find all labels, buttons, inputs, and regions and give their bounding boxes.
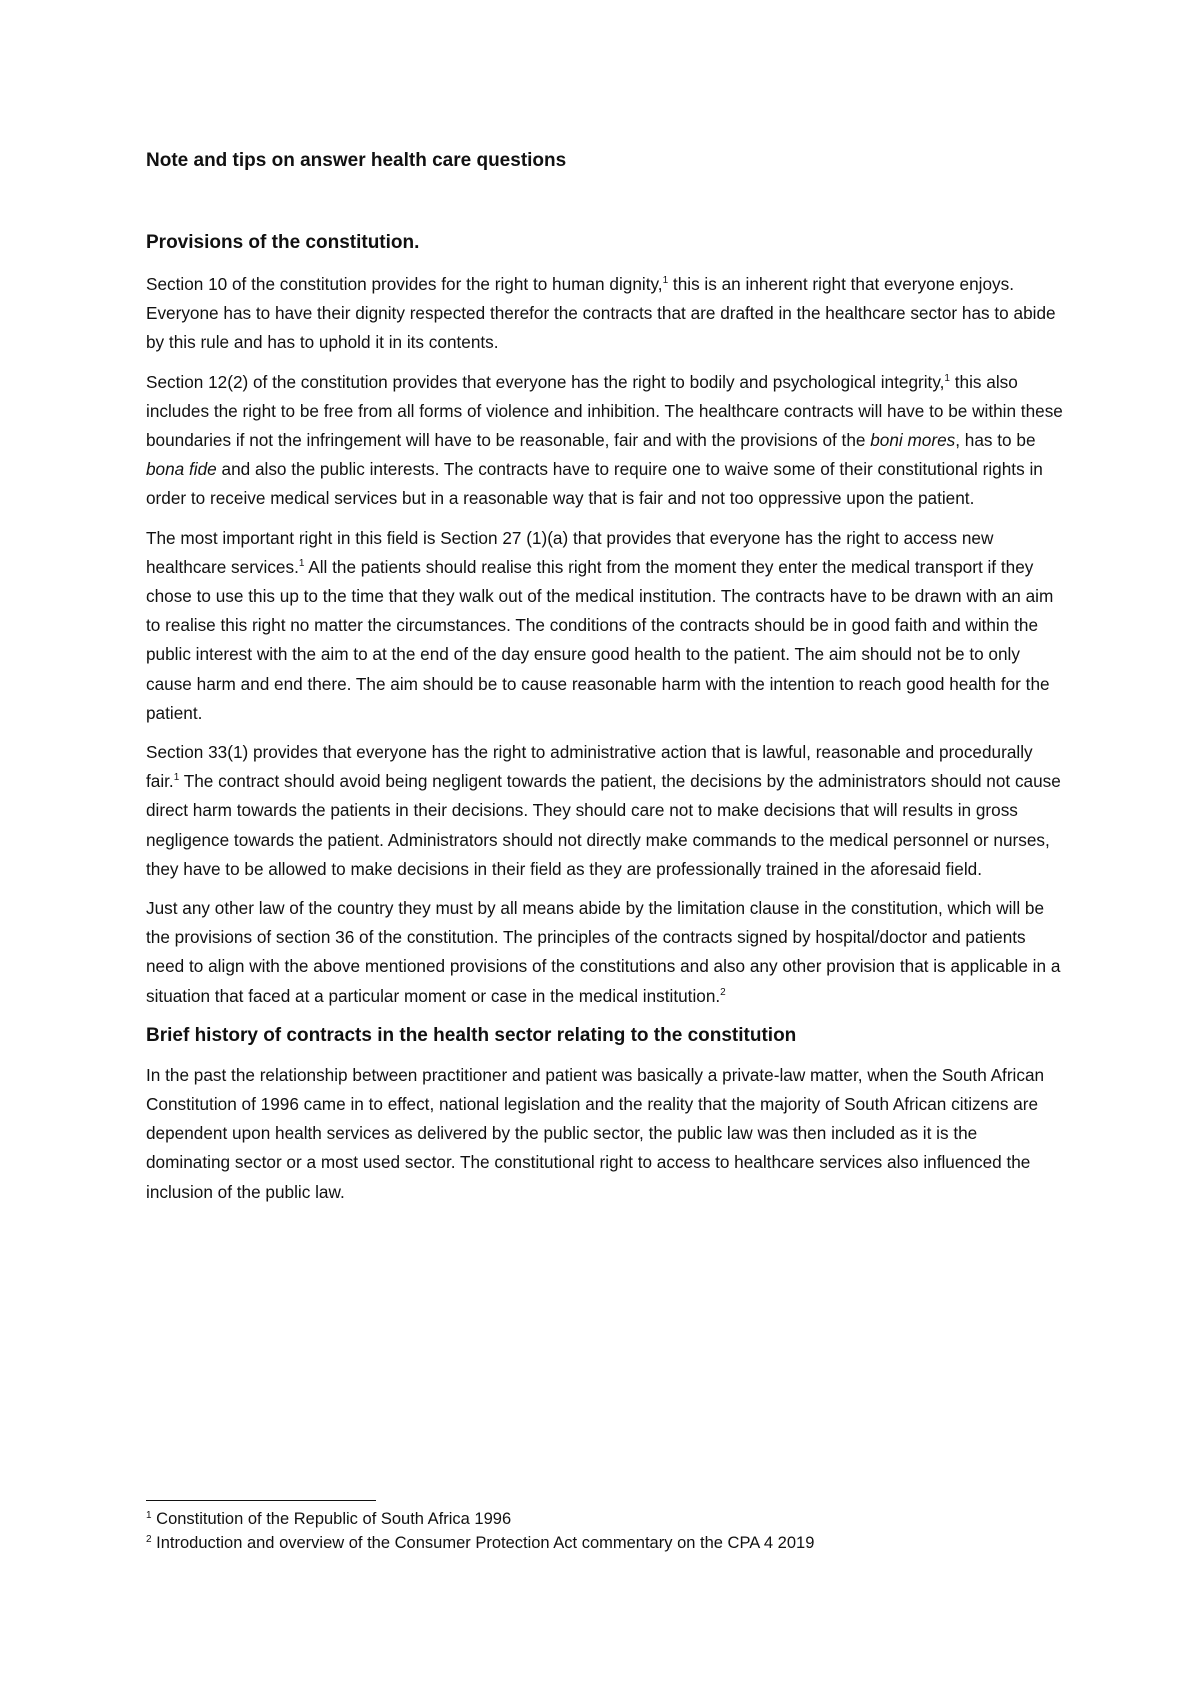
footnote-text: Constitution of the Republic of South Africa 1996 [151, 1510, 512, 1528]
paragraph-text: this also includes the right to be free from all forms of violence and inhibition. The healthcare contracts will have to be within these boundaries if not the infringement will have to be reasonable, fair and with the provisions of the [146, 371, 1063, 451]
paragraph-section-27 [146, 524, 1066, 728]
paragraph-section-33 [146, 738, 1066, 884]
footnote-1 [146, 1507, 1066, 1531]
paragraph-text: , has to be [955, 430, 1036, 451]
paragraph-text: Section 33(1) provides that everyone has the right to administrative action that is lawful, reasonable and procedurally fair. [146, 742, 1033, 792]
document-body [146, 146, 1066, 1217]
italic-term: bona fide [146, 459, 217, 480]
paragraph-text: The most important right in this field is Section 27 (1)(a) that provides that everyone has the right to access new healthcare services. [146, 527, 994, 577]
page-title: Note and tips on answer health care questions [146, 150, 567, 171]
footnote-2 [146, 1531, 1066, 1555]
italic-term: boni mores [870, 430, 956, 451]
paragraph-section-12 [146, 368, 1066, 514]
section-heading-history: Brief history of contracts in the health sector relating to the constitution [146, 1024, 797, 1046]
footnote-ref[interactable]: 1 [298, 557, 305, 569]
footnote-text: Introduction and overview of the Consumer Protection Act commentary on the CPA 4 2019 [151, 1534, 815, 1552]
paragraph-text: Just any other law of the country they must by all means abide by the limitation clause in the constitution, which will be the provisions of section 36 of the constitution. The principles of the contracts signed by hospital/doctor and patients need to align with the above mentioned provisions of the constitutions and also any other provision that is applicable in a situation that faced at a particular moment or case in the medical institution. [146, 898, 1061, 1006]
section-heading-provisions: Provisions of the constitution. [146, 232, 420, 253]
paragraph-text: Section 12(2) of the constitution provides that everyone has the right to bodily and psychological integrity, [146, 371, 945, 392]
paragraph-text: this is an inherent right that everyone enjoys. Everyone has to have their dignity respected therefor the contracts that are drafted in the healthcare sector has to abide by this rule and has to uphold it in its contents. [146, 274, 1056, 353]
footnote-ref[interactable]: 1 [944, 372, 950, 384]
footnote-number: 2 [146, 1534, 152, 1545]
paragraph-history: In the past the relationship between practitioner and patient was basically a private-law matter, when the South African Constitution of 1996 came in to effect, national legislation and the reality that the majority of South African citizens are dependent upon health services as delivered by the public sector, the public law was then included as it is the dominating sector or a most used sector. The constitutional right to access to healthcare services also influenced the inclusion of the public law. [146, 1064, 1045, 1202]
paragraph-text: Section 10 of the constitution provides for the right to human dignity, [146, 274, 663, 294]
footnote-ref[interactable]: 1 [173, 772, 180, 784]
footnote-number: 1 [146, 1510, 152, 1521]
paragraph-text: All the patients should realise this right from the moment they enter the medical transport if they chose to use this up to the time that they walk out of the medical institution. The contracts have to be drawn with an aim to realise this right no matter the circumstances. The conditions of the contracts should be in good faith and within the public interest with the aim to at the end of the day ensure good health to the patient. The aim should not be to only cause harm and end there. The aim should be to cause reasonable harm with the intention to reach good health for the patient. [146, 556, 1054, 723]
footnotes-area [146, 1500, 1066, 1555]
paragraph-text: and also the public interests. The contracts have to require one to waive some of their constitutional rights in order to receive medical services but in a reasonable way that is fair and not too oppressive upon the patient. [146, 459, 1043, 509]
paragraph-limitation-clause [146, 894, 1066, 1011]
paragraph-section-10 [146, 270, 1066, 358]
footnote-ref[interactable]: 2 [720, 986, 726, 998]
paragraph-text: The contract should avoid being negligent towards the patient, the decisions by the administrators should not cause direct harm towards the patients in their decisions. They should care not to make decisions that will results in gross negligence towards the patient. Administrators should not directly make commands to the medical personnel or nurses, they have to be allowed to make decisions in their field as they are professionally trained in the aforesaid field. [146, 771, 1061, 879]
footnote-ref[interactable]: 1 [662, 275, 669, 286]
footnote-separator [146, 1500, 376, 1501]
